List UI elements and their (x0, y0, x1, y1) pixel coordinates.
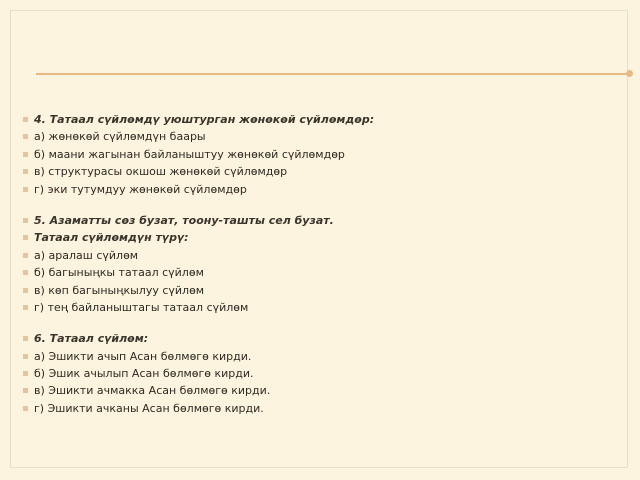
title-divider-dot (626, 70, 633, 77)
question-4-option-b: б) маани жагынан байланыштуу жөнөкөй сүйлөмдөр (22, 146, 622, 163)
spacer (22, 198, 622, 212)
question-5-option-a: а) аралаш сүйлөм (22, 247, 622, 264)
slide-content (22, 111, 622, 417)
question-6-option-a: а) Эшикти ачып Асан бөлмөгө кирди. (22, 348, 622, 365)
title-divider-line (36, 73, 626, 75)
question-5-title: 5. Азаматты сөз бузат, тоону-ташты сел бузат. (22, 212, 622, 229)
question-4-option-a: а) жөнөкөй сүйлөмдүн баары (22, 128, 622, 145)
question-6-option-v: в) Эшикти ачмакка Асан бөлмөгө кирди. (22, 382, 622, 399)
question-5-option-g: г) тең байланыштагы татаал сүйлөм (22, 299, 622, 316)
question-5-option-b: б) багыныңкы татаал сүйлөм (22, 264, 622, 281)
question-6-option-g: г) Эшикти ачканы Асан бөлмөгө кирди. (22, 400, 622, 417)
spacer (22, 316, 622, 330)
question-6-title: 6. Татаал сүйлөм: (22, 330, 622, 347)
question-5-subtitle: Татаал сүйлөмдүн түрү: (22, 229, 622, 246)
question-4-option-v: в) структурасы окшош жөнөкөй сүйлөмдөр (22, 163, 622, 180)
question-6-option-b: б) Эшик ачылып Асан бөлмөгө кирди. (22, 365, 622, 382)
question-5-option-v: в) көп багыныңкылуу сүйлөм (22, 282, 622, 299)
question-4-option-g: г) эки тутумдуу жөнөкөй сүйлөмдөр (22, 181, 622, 198)
question-4-title: 4. Татаал сүйлөмдү уюштурган жөнөкөй сүйлөмдөр: (22, 111, 622, 128)
